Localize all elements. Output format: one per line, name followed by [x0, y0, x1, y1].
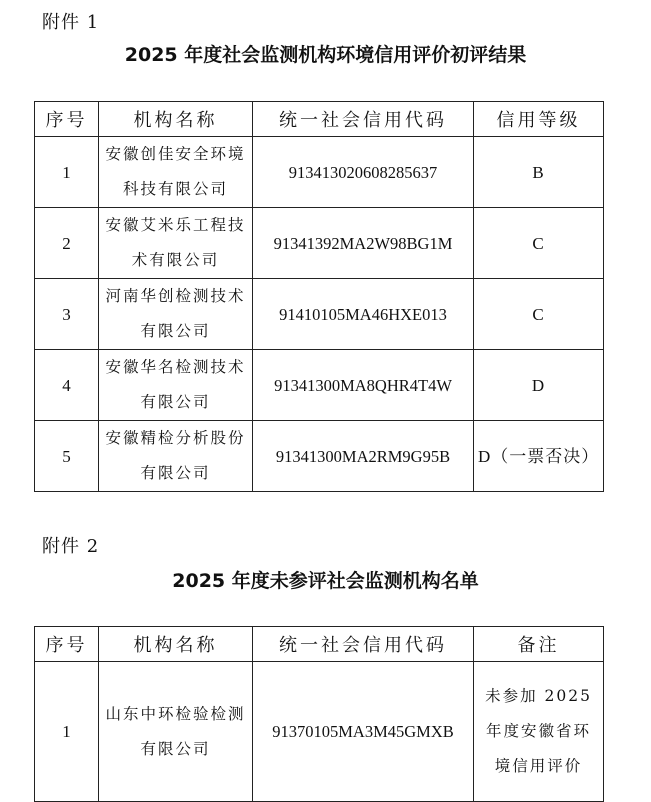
row-credit-grade: B: [474, 137, 604, 208]
row-credit-code: 91370105MA3M45GMXB: [253, 662, 474, 802]
row-credit-code: 91341300MA8QHR4T4W: [253, 350, 474, 421]
row-credit-grade: D（一票否决）: [474, 421, 604, 492]
table-header-row: [35, 102, 604, 137]
row-serial: 1: [35, 137, 99, 208]
header-serial: 序号: [35, 102, 99, 137]
row-org-name: 河南华创检测技术有限公司: [99, 279, 253, 350]
header-remark: 备注: [474, 627, 604, 662]
header-serial: 序号: [35, 627, 99, 662]
non-participants-table: [34, 626, 604, 802]
attachment-1-title: 2025 年度社会监测机构环境信用评价初评结果: [124, 44, 527, 66]
row-credit-code: 91410105MA46HXE013: [253, 279, 474, 350]
table-row: [35, 421, 604, 492]
row-serial: 2: [35, 208, 99, 279]
evaluation-results-table: [34, 101, 604, 492]
header-credit-grade: 信用等级: [474, 102, 604, 137]
row-org-name: 山东中环检验检测有限公司: [99, 662, 253, 802]
row-org-name: 安徽精检分析股份有限公司: [99, 421, 253, 492]
table-row: [35, 279, 604, 350]
row-serial: 5: [35, 421, 99, 492]
row-serial: 4: [35, 350, 99, 421]
table-header-row: [35, 627, 604, 662]
header-org-name: 机构名称: [99, 627, 253, 662]
header-org-name: 机构名称: [99, 102, 253, 137]
header-credit-code: 统一社会信用代码: [253, 627, 474, 662]
table-row: [35, 662, 604, 802]
attachment-2-title: 2025 年度未参评社会监测机构名单: [172, 570, 479, 592]
header-credit-code: 统一社会信用代码: [253, 102, 474, 137]
row-credit-code: 91341392MA2W98BG1M: [253, 208, 474, 279]
attachment-1-label: 附件 1: [42, 12, 100, 33]
row-org-name: 安徽艾米乐工程技术有限公司: [99, 208, 253, 279]
row-credit-grade: C: [474, 208, 604, 279]
row-org-name: 安徽华名检测技术有限公司: [99, 350, 253, 421]
row-remark: 未参加 2025 年度安徽省环境信用评价: [474, 662, 604, 802]
table-row: [35, 350, 604, 421]
row-credit-grade: C: [474, 279, 604, 350]
row-serial: 3: [35, 279, 99, 350]
table-row: [35, 137, 604, 208]
row-serial: 1: [35, 662, 99, 802]
row-credit-grade: D: [474, 350, 604, 421]
row-credit-code: 91341302060828563​7: [253, 137, 474, 208]
attachment-2-label: 附件 2: [42, 536, 100, 557]
row-credit-code: 91341300MA2RM9G95B: [253, 421, 474, 492]
table-row: [35, 208, 604, 279]
row-org-name: 安徽创佳安全环境科技有限公司: [99, 137, 253, 208]
